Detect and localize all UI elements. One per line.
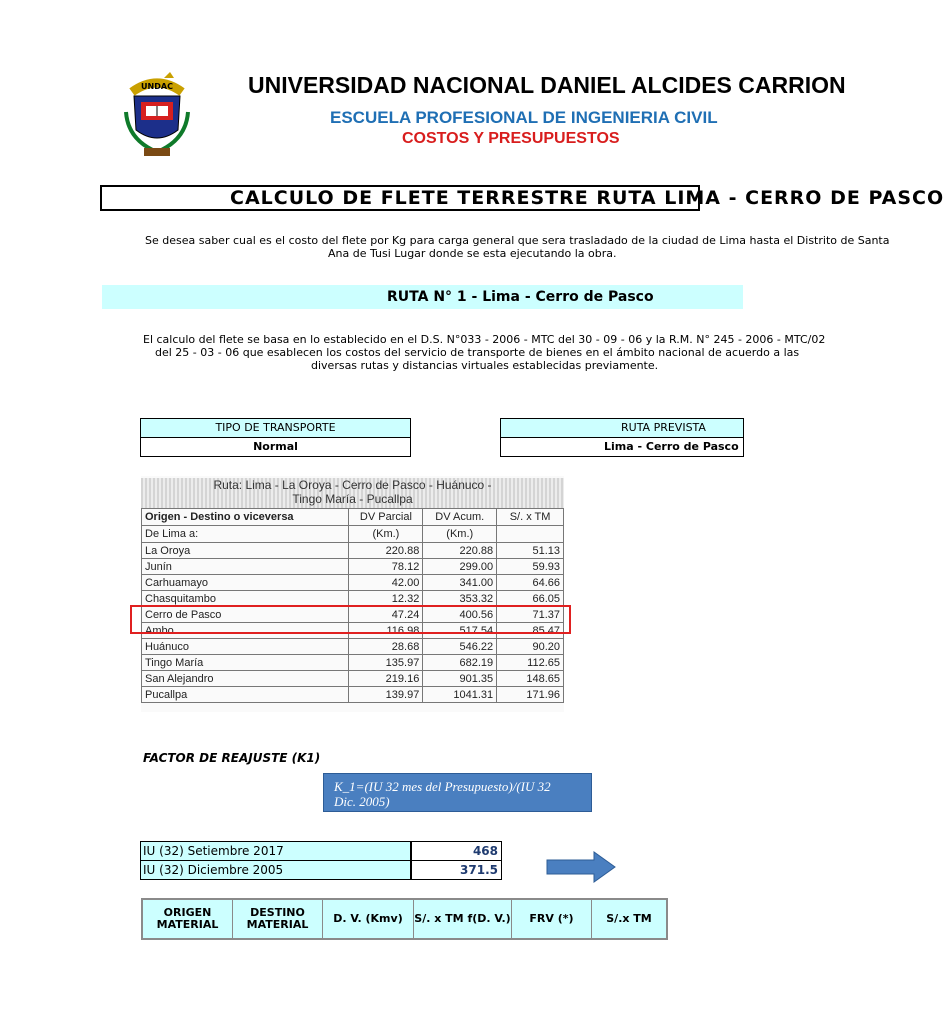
- col-header: FRV (*): [512, 900, 592, 938]
- dv-parcial-cell: 28.68: [349, 639, 423, 655]
- table-row: [142, 559, 564, 575]
- price-cell: 51.13: [497, 543, 564, 559]
- col-header: D. V. (Kmv): [323, 900, 414, 938]
- place-cell: Carhuamayo: [142, 575, 349, 591]
- route-prevista-viewport: [500, 418, 739, 458]
- dv-parcial-cell: 135.97: [349, 655, 423, 671]
- col-header: DESTINO MATERIAL: [233, 900, 323, 938]
- scan-header: DV Parcial: [349, 509, 423, 526]
- price-cell: 59.93: [497, 559, 564, 575]
- freight-calc-table-header: [141, 898, 668, 940]
- place-cell: Tingo María: [142, 655, 349, 671]
- col-header: S/.x TM: [606, 912, 652, 925]
- place-cell: La Oroya: [142, 543, 349, 559]
- school-name: ESCUELA PROFESIONAL DE INGENIERIA CIVIL: [330, 108, 718, 127]
- table-row: [142, 655, 564, 671]
- place-cell: Cerro de Pasco: [142, 607, 349, 623]
- university-name: UNIVERSIDAD NACIONAL DANIEL ALCIDES CARRION: [248, 72, 846, 98]
- dv-acum-cell: 220.88: [423, 543, 497, 559]
- scan-subheader: De Lima a:: [142, 526, 349, 543]
- dv-acum-cell: 341.00: [423, 575, 497, 591]
- dv-acum-cell: 517.54: [423, 623, 497, 639]
- scan-header: S/. x TM: [497, 509, 564, 526]
- intro-line-2: Ana de Tusi Lugar donde se esta ejecutando la obra.: [328, 247, 617, 260]
- price-cell: 171.96: [497, 687, 564, 703]
- route-prevista-value: Lima - Cerro de Pasco: [500, 437, 744, 457]
- place-cell: Chasquitambo: [142, 591, 349, 607]
- dv-parcial-cell: 12.32: [349, 591, 423, 607]
- place-cell: Pucallpa: [142, 687, 349, 703]
- main-title: CALCULO DE FLETE TERRESTRE RUTA LIMA - CERRO DE PASCO: [100, 185, 700, 211]
- basis-line-3: diversas rutas y distancias virtuales establecidas previamente.: [311, 359, 659, 372]
- scan-subheader: [497, 526, 564, 543]
- dv-acum-cell: 682.19: [423, 655, 497, 671]
- place-cell: San Alejandro: [142, 671, 349, 687]
- place-cell: Junín: [142, 559, 349, 575]
- scan-subheader-row: [142, 526, 564, 543]
- dv-acum-cell: 400.56: [423, 607, 497, 623]
- dv-parcial-cell: 219.16: [349, 671, 423, 687]
- iu-row: [140, 860, 502, 880]
- table-row: [142, 639, 564, 655]
- iu-row: [140, 841, 502, 861]
- iu-label: IU (32) Diciembre 2005: [140, 860, 411, 880]
- price-cell: 71.37: [497, 607, 564, 623]
- place-cell: Ambo: [142, 623, 349, 639]
- table-row: [142, 671, 564, 687]
- formula-line-1: K_1=(IU 32 mes del Presupuesto)/(IU 32: [334, 779, 551, 794]
- scan-subheader: (Km.): [349, 526, 423, 543]
- basis-line-2: del 25 - 03 - 06 que esablecen los costos del servicio de transporte de bienes en el ámbito nacional de acuerdo a las: [155, 346, 800, 359]
- factor-label: FACTOR DE REAJUSTE (K1): [143, 751, 321, 765]
- col-header: ORIGEN MATERIAL: [143, 900, 233, 938]
- dv-parcial-cell: 42.00: [349, 575, 423, 591]
- formula-box[interactable]: [323, 773, 592, 812]
- dv-acum-cell: 353.32: [423, 591, 497, 607]
- table-row: [142, 543, 564, 559]
- dv-acum-cell: 546.22: [423, 639, 497, 655]
- price-cell: 112.65: [497, 655, 564, 671]
- formula-line-2: Dic. 2005): [334, 794, 390, 809]
- table-row: [142, 575, 564, 591]
- price-cell: 90.20: [497, 639, 564, 655]
- intro-paragraph: [145, 234, 890, 264]
- route-band: [102, 285, 743, 309]
- iu-value[interactable]: 468: [411, 841, 502, 861]
- scan-table-title: [141, 478, 564, 508]
- transport-type-value: Normal: [140, 437, 411, 457]
- scan-header: Origen - Destino o viceversa: [142, 509, 349, 526]
- basis-paragraph: [143, 333, 826, 375]
- price-cell: 148.65: [497, 671, 564, 687]
- dv-acum-cell: 299.00: [423, 559, 497, 575]
- scan-title-line-2: Tingo María - Pucallpa: [292, 492, 413, 506]
- route-band-text: RUTA N° 1 - Lima - Cerro de Pasco: [387, 289, 654, 305]
- arrow-right-icon: [546, 851, 616, 883]
- logo-text: UNDAC: [141, 82, 173, 91]
- basis-line-1: El calculo del flete se basa en lo establecido en el D.S. N°033 - 2006 - MTC del 30 - 09 - 06 y la R.M. N° 245 - 2006 - MTC/02: [143, 333, 826, 346]
- route-distance-table-image: [141, 476, 564, 712]
- highlight-box-cerro-de-pasco: [130, 605, 571, 634]
- col-header: S/. x TM f(D. V.): [414, 900, 512, 938]
- main-title-viewport: [100, 185, 944, 215]
- intro-line-1: Se desea saber cual es el costo del flete por Kg para carga general que sera trasladado de la ciudad de Lima hasta el Distrito de Santa: [145, 234, 890, 247]
- scan-subheader: (Km.): [423, 526, 497, 543]
- dv-parcial-cell: 139.97: [349, 687, 423, 703]
- route-prevista-label: RUTA PREVISTA: [500, 418, 744, 438]
- undac-logo: [124, 72, 190, 158]
- price-cell: 85.47: [497, 623, 564, 639]
- transport-type-label: TIPO DE TRANSPORTE: [140, 418, 411, 438]
- iu-label: IU (32) Setiembre 2017: [140, 841, 411, 861]
- scan-header: DV Acum.: [423, 509, 497, 526]
- price-cell: 64.66: [497, 575, 564, 591]
- iu-value[interactable]: 371.5: [411, 860, 502, 880]
- table-row: [142, 687, 564, 703]
- dv-parcial-cell: 116.98: [349, 623, 423, 639]
- dv-acum-cell: 1041.31: [423, 687, 497, 703]
- scan-header-row: [142, 509, 564, 526]
- price-cell: 66.05: [497, 591, 564, 607]
- course-name: COSTOS Y PRESUPUESTOS: [402, 130, 620, 147]
- dv-parcial-cell: 78.12: [349, 559, 423, 575]
- place-cell: Huánuco: [142, 639, 349, 655]
- dv-parcial-cell: 220.88: [349, 543, 423, 559]
- dv-acum-cell: 901.35: [423, 671, 497, 687]
- dv-parcial-cell: 47.24: [349, 607, 423, 623]
- scan-title-line-1: Ruta: Lima - La Oroya - Cerro de Pasco - Huánuco -: [213, 478, 492, 492]
